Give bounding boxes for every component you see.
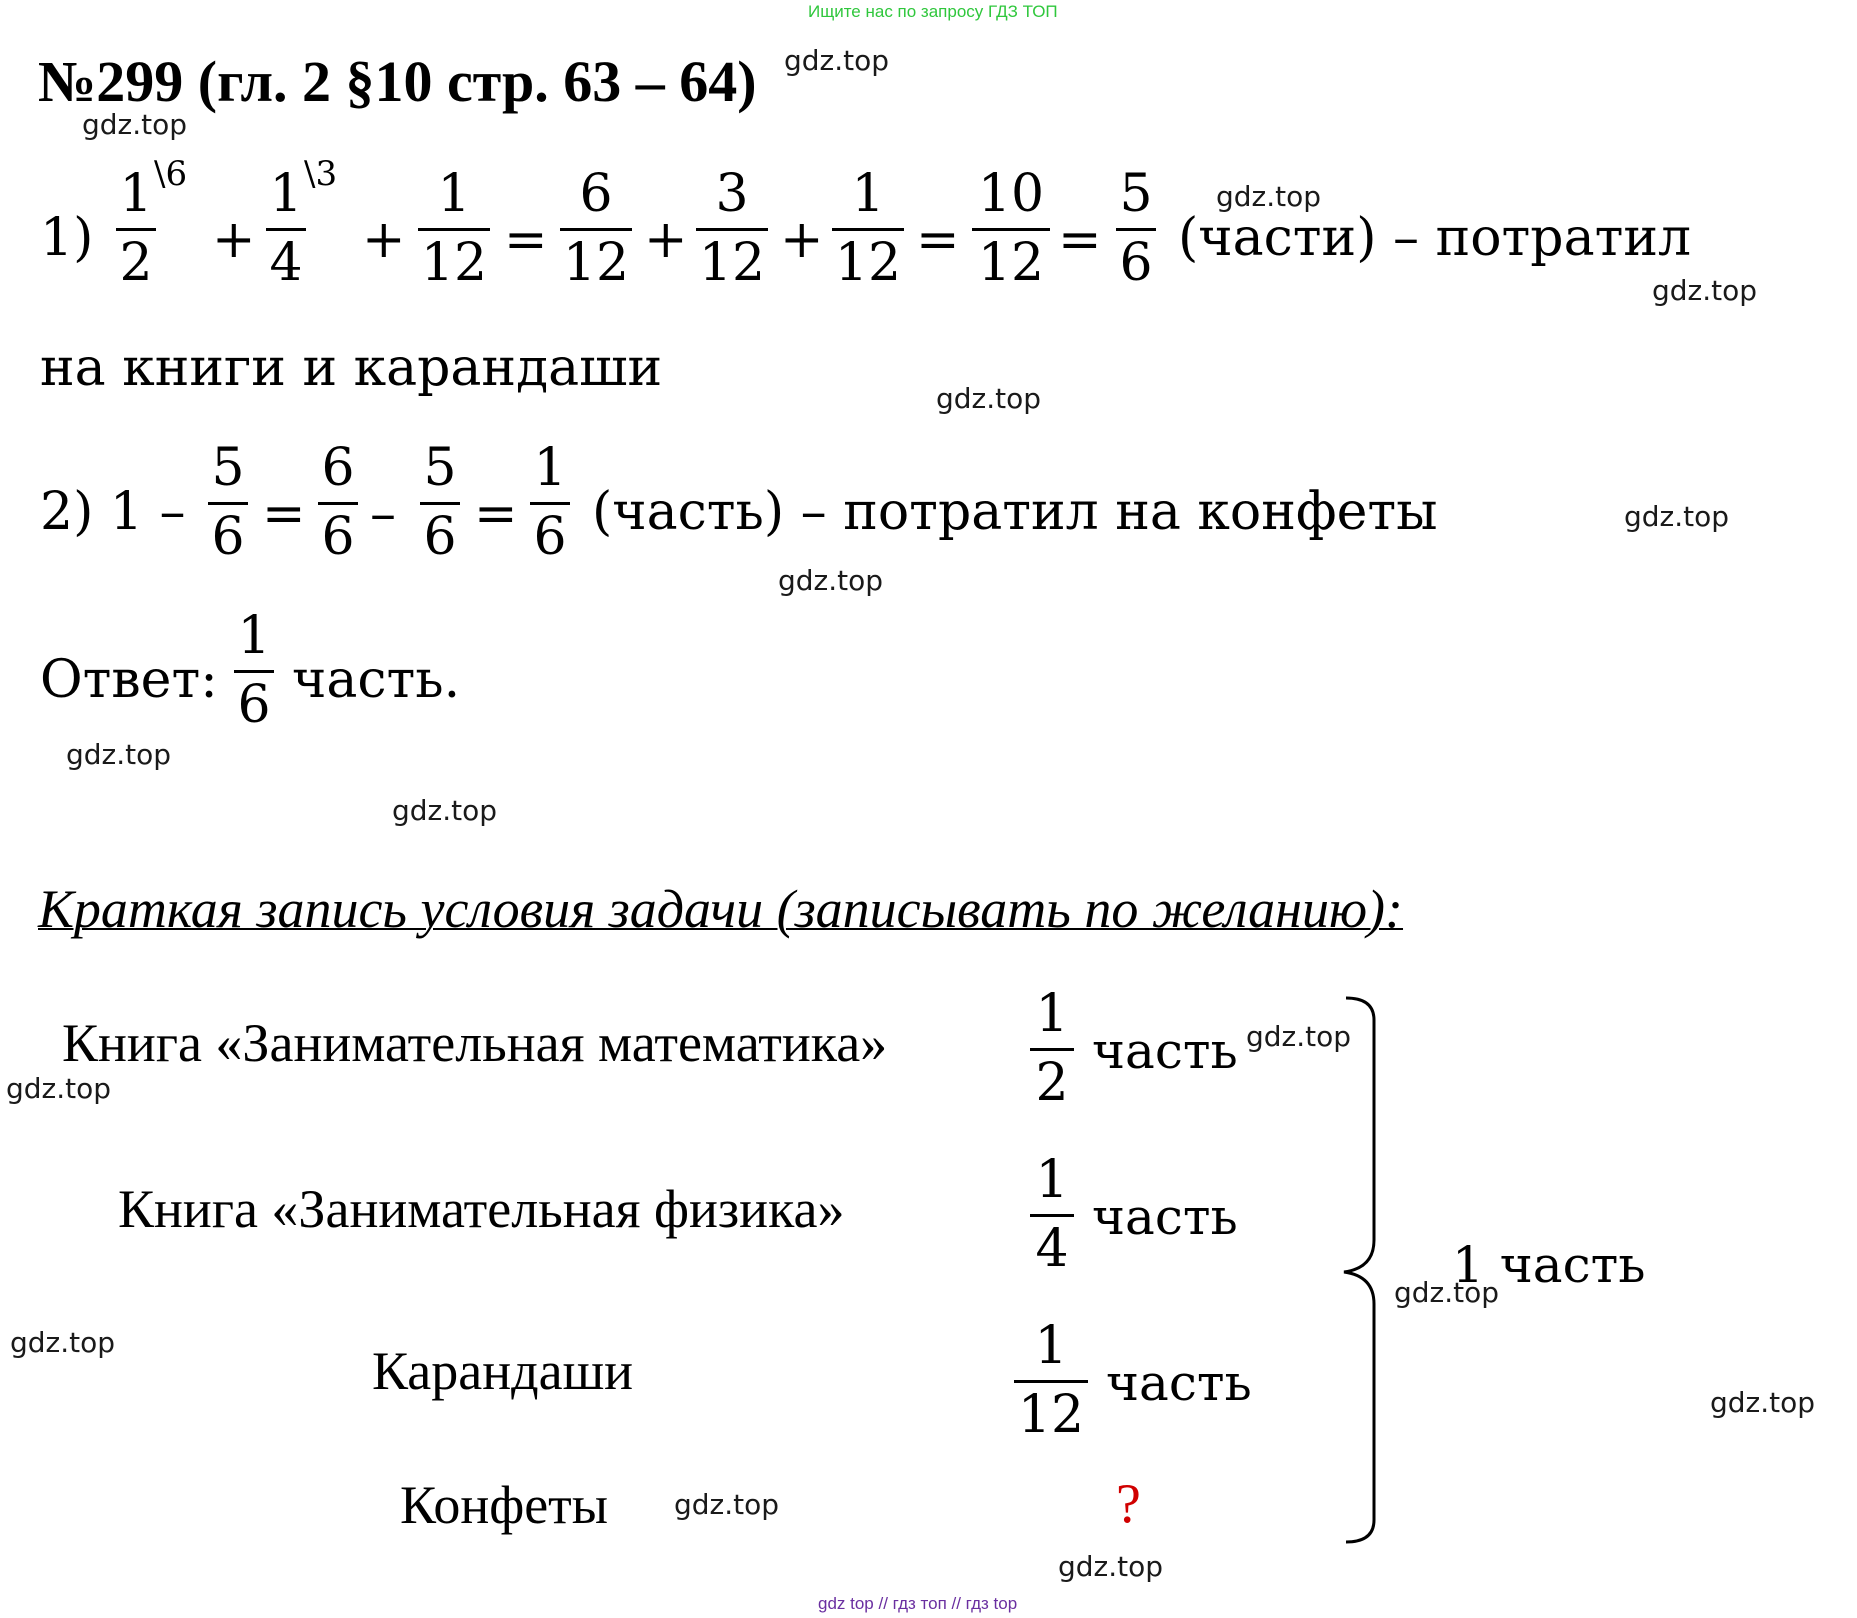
watermark: gdz.top <box>10 1326 116 1359</box>
fraction-denominator: 6 <box>211 507 245 567</box>
watermark: gdz.top <box>1216 180 1322 213</box>
step1-fraction-5 <box>696 164 768 293</box>
fraction-numerator: 10 <box>977 164 1045 224</box>
fraction-denominator: 2 <box>119 233 153 293</box>
equals-sign: = <box>916 210 960 270</box>
fraction-bar <box>1116 228 1156 231</box>
watermark: gdz.top <box>1058 1550 1164 1583</box>
fraction-denominator: 6 <box>237 675 271 735</box>
watermark: gdz.top <box>778 564 884 597</box>
watermark: gdz.top <box>674 1488 780 1521</box>
fraction-numerator: 1 <box>851 164 885 224</box>
fraction-numerator: 1 <box>437 164 471 224</box>
step1-fraction-7 <box>972 164 1050 293</box>
minus-sign: – <box>370 484 396 544</box>
step1-prefix: 1) <box>40 208 94 268</box>
step1-line2: на книги и карандаши <box>40 338 663 398</box>
short-record-heading: Краткая запись условия задачи (записывать по желанию): <box>38 879 1404 939</box>
fraction-denominator: 6 <box>321 507 355 567</box>
fraction-numerator: 6 <box>321 438 355 498</box>
fraction-bar <box>318 502 358 505</box>
row-fraction-pencils <box>1014 1316 1088 1445</box>
fraction-denominator: 12 <box>698 233 766 293</box>
row-label-pencils: Карандаши <box>372 1341 634 1401</box>
answer-suffix: часть. <box>292 650 461 710</box>
equals-sign: = <box>1058 210 1102 270</box>
answer-fraction <box>234 606 274 735</box>
watermark: gdz.top <box>1652 274 1758 307</box>
step1-multiplier-1: \6 <box>154 154 188 194</box>
fraction-bar <box>696 228 768 231</box>
fraction-bar <box>266 228 306 231</box>
fraction-bar <box>420 502 460 505</box>
fraction-denominator: 12 <box>834 233 902 293</box>
row-label-sweets: Конфеты <box>400 1475 609 1535</box>
row-fraction-physics-book <box>1030 1150 1074 1279</box>
step1-fraction-1 <box>116 164 156 293</box>
row-label-physics-book: Книга «Занимательная физика» <box>118 1179 845 1239</box>
fraction-denominator: 2 <box>1035 1053 1069 1113</box>
fraction-bar <box>530 502 570 505</box>
total-part: 1 часть <box>1452 1236 1646 1294</box>
fraction-bar <box>234 670 274 673</box>
step1-multiplier-2: \3 <box>304 154 338 194</box>
fraction-bar <box>418 228 490 231</box>
fraction-denominator: 4 <box>269 233 303 293</box>
equals-sign: = <box>474 484 518 544</box>
watermark: gdz.top <box>784 44 890 77</box>
fraction-numerator: 5 <box>211 438 245 498</box>
step2-fraction-1 <box>208 438 248 567</box>
step2-fraction-2 <box>318 438 358 567</box>
fraction-numerator: 1 <box>1034 1316 1068 1376</box>
watermark: gdz.top <box>392 794 498 827</box>
fraction-bar <box>116 228 156 231</box>
fraction-denominator: 12 <box>562 233 630 293</box>
step1-fraction-4 <box>560 164 632 293</box>
fraction-numerator: 1 <box>533 438 567 498</box>
watermark: gdz.top <box>66 738 172 771</box>
step2-suffix: (часть) – потратил на конфеты <box>592 482 1438 542</box>
fraction-bar <box>972 228 1050 231</box>
watermark: gdz.top <box>82 108 188 141</box>
fraction-denominator: 6 <box>1119 233 1153 293</box>
fraction-denominator: 6 <box>423 507 457 567</box>
row-unit-physics-book: часть <box>1092 1188 1238 1246</box>
fraction-denominator: 12 <box>1017 1385 1085 1445</box>
step2-fraction-3 <box>420 438 460 567</box>
fraction-bar <box>832 228 904 231</box>
step1-fraction-3 <box>418 164 490 293</box>
fraction-numerator: 1 <box>119 164 153 224</box>
plus-sign: + <box>644 210 688 270</box>
step2-prefix: 2) 1 – <box>40 482 186 542</box>
watermark: gdz.top <box>6 1072 112 1105</box>
fraction-bar <box>1014 1380 1088 1383</box>
watermark: gdz.top <box>1624 500 1730 533</box>
fraction-numerator: 1 <box>237 606 271 666</box>
row-unit-math-book: часть <box>1092 1022 1238 1080</box>
fraction-numerator: 3 <box>715 164 749 224</box>
fraction-bar <box>1030 1214 1074 1217</box>
fraction-bar <box>1030 1048 1074 1051</box>
row-unit-pencils: часть <box>1106 1354 1252 1412</box>
fraction-numerator: 6 <box>579 164 613 224</box>
step1-suffix: (части) – потратил <box>1178 208 1692 268</box>
fraction-bar <box>560 228 632 231</box>
watermark: gdz.top <box>1394 1276 1500 1309</box>
fraction-denominator: 6 <box>533 507 567 567</box>
equals-sign: = <box>262 484 306 544</box>
problem-title: №299 (гл. 2 §10 стр. 63 – 64) <box>38 49 757 114</box>
equals-sign: = <box>504 210 548 270</box>
fraction-denominator: 4 <box>1035 1219 1069 1279</box>
watermark: gdz.top <box>1710 1386 1816 1419</box>
top-note: Ищите нас по запросу ГДЗ ТОП <box>808 2 1058 21</box>
fraction-denominator: 12 <box>977 233 1045 293</box>
row-fraction-math-book <box>1030 984 1074 1113</box>
plus-sign: + <box>780 210 824 270</box>
curly-brace <box>1336 990 1396 1550</box>
question-mark: ? <box>1116 1473 1141 1535</box>
step1-fraction-8 <box>1116 164 1156 293</box>
fraction-numerator: 1 <box>1035 984 1069 1044</box>
step1-fraction-6 <box>832 164 904 293</box>
answer-label: Ответ: <box>40 650 218 710</box>
row-label-math-book: Книга «Занимательная математика» <box>62 1013 888 1073</box>
plus-sign: + <box>362 210 406 270</box>
step1-fraction-2 <box>266 164 306 293</box>
fraction-bar <box>208 502 248 505</box>
fraction-numerator: 1 <box>1035 1150 1069 1210</box>
step2-fraction-4 <box>530 438 570 567</box>
footer-links: gdz top // гдз топ // гдз top <box>818 1594 1018 1613</box>
fraction-numerator: 1 <box>269 164 303 224</box>
fraction-numerator: 5 <box>1119 164 1153 224</box>
fraction-denominator: 12 <box>420 233 488 293</box>
watermark: gdz.top <box>936 382 1042 415</box>
fraction-numerator: 5 <box>423 438 457 498</box>
plus-sign: + <box>212 210 256 270</box>
watermark: gdz.top <box>1246 1020 1352 1053</box>
